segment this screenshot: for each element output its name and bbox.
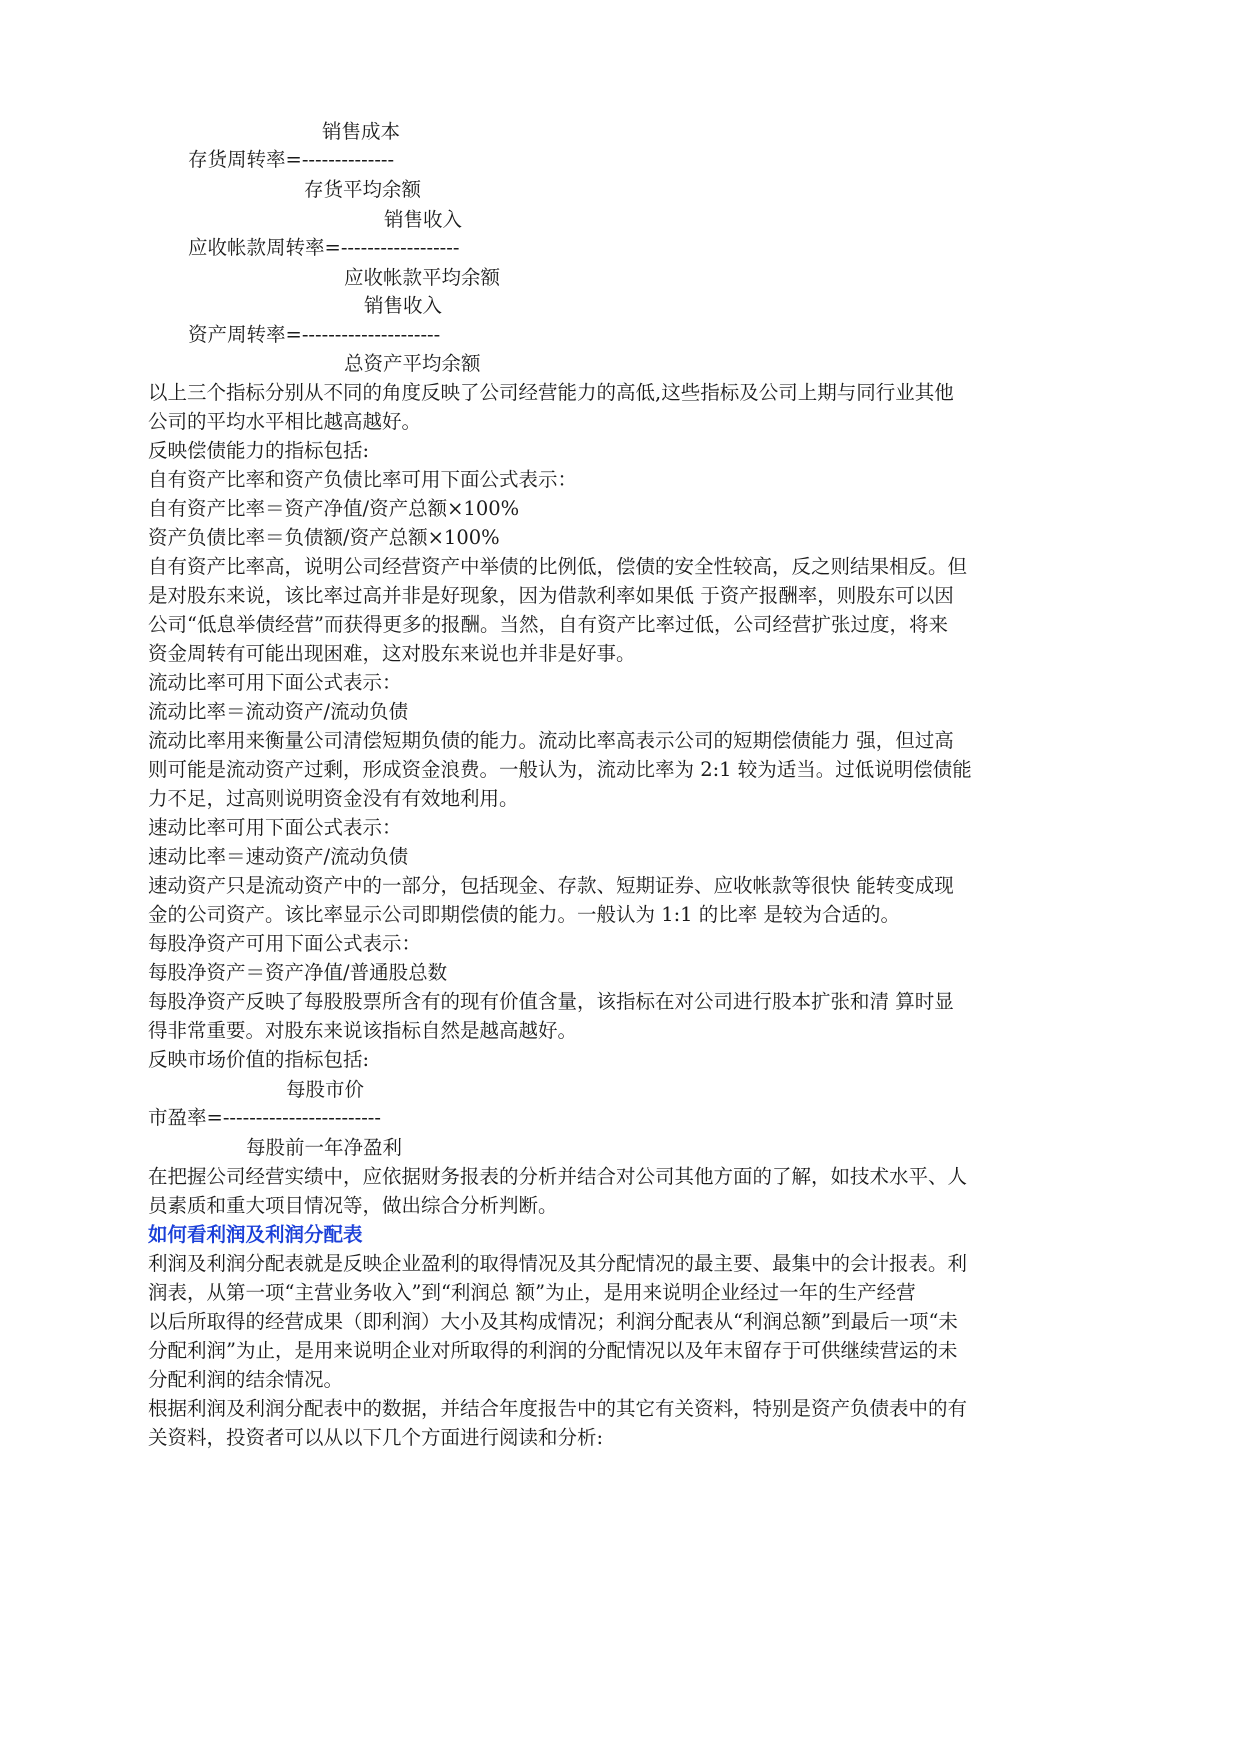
formula-line: 速动比率＝速动资产/流动负债: [148, 845, 409, 868]
pe-formula-numerator: 每股市价: [286, 1078, 365, 1101]
inventory-formula-denominator: 存货平均余额: [304, 178, 422, 201]
paragraph-line: 资金周转有可能出现困难，这对股东来说也并非是好事。: [148, 642, 636, 665]
paragraph-line: 金的公司资产。该比率显示公司即期偿债的能力。一般认为 1:1 的比率 是较为合适的。: [148, 903, 900, 926]
paragraph-line: 分配利润”为止，是用来说明企业对所取得的利润的分配情况以及年末留存于可供继续营运的未: [148, 1339, 958, 1362]
paragraph-line: 得非常重要。对股东来说该指标自然是越高越好。: [148, 1019, 578, 1042]
paragraph-line: 反映偿债能力的指标包括:: [148, 439, 370, 462]
pe-formula-denominator: 每股前一年净盈利: [246, 1136, 403, 1159]
receivables-turnover-formula: 应收帐款周转率=------------------: [188, 236, 460, 259]
paragraph-line: 则可能是流动资产过剩，形成资金浪费。一般认为，流动比率为 2:1 较为适当。过低说明偿债能: [148, 758, 972, 781]
paragraph-line: 根据利润及利润分配表中的数据，并结合年度报告中的其它有关资料，特别是资产负债表中的有: [148, 1397, 968, 1420]
paragraph-line: 每股净资产反映了每股股票所含有的现有价值含量，该指标在对公司进行股本扩张和清 算时显: [148, 990, 954, 1013]
asset-formula-denominator: 总资产平均余额: [344, 352, 481, 375]
paragraph-line: 公司的平均水平相比越高越好。: [148, 410, 422, 433]
formula-line: 每股净资产＝资产净值/普通股总数: [148, 961, 448, 984]
pe-ratio-formula: 市盈率=------------------------: [148, 1106, 381, 1129]
asset-turnover-formula: 资产周转率=---------------------: [188, 323, 441, 346]
inventory-formula-numerator: 销售成本: [322, 120, 401, 143]
paragraph-line: 力不足，过高则说明资金没有有效地利用。: [148, 787, 519, 810]
section-heading: 如何看利润及利润分配表: [148, 1223, 363, 1246]
paragraph-line: 每股净资产可用下面公式表示：: [148, 932, 422, 955]
paragraph-line: 流动比率用来衡量公司清偿短期负债的能力。流动比率高表示公司的短期偿债能力 强，但过高: [148, 729, 954, 752]
paragraph-line: 自有资产比率高，说明公司经营资产中举债的比例低，偿债的安全性较高，反之则结果相反。但: [148, 555, 968, 578]
formula-line: 自有资产比率＝资产净值/资产总额×100%: [148, 497, 520, 520]
paragraph-line: 利润及利润分配表就是反映企业盈利的取得情况及其分配情况的最主要、最集中的会计报表。利: [148, 1252, 968, 1275]
receivables-formula-numerator: 销售收入: [384, 208, 463, 231]
asset-formula-numerator: 销售收入: [364, 294, 443, 317]
formula-line: 资产负债比率＝负债额/资产总额×100%: [148, 526, 500, 549]
paragraph-line: 是对股东来说，该比率过高并非是好现象，因为借款利率如果低 于资产报酬率，则股东可以因: [148, 584, 954, 607]
paragraph-line: 分配利润的结余情况。: [148, 1368, 344, 1391]
paragraph-line: 速动比率可用下面公式表示：: [148, 816, 402, 839]
paragraph-line: 在把握公司经营实绩中，应依据财务报表的分析并结合对公司其他方面的了解，如技术水平、人: [148, 1165, 968, 1188]
paragraph-line: 员素质和重大项目情况等，做出综合分析判断。: [148, 1194, 558, 1217]
paragraph-line: 流动比率可用下面公式表示：: [148, 671, 402, 694]
paragraph-line: 关资料，投资者可以从以下几个方面进行阅读和分析:: [148, 1426, 604, 1449]
paragraph-line: 自有资产比率和资产负债比率可用下面公式表示：: [148, 468, 578, 491]
paragraph-line: 以后所取得的经营成果（即利润）大小及其构成情况；利润分配表从“利润总额”到最后一项“未: [148, 1310, 958, 1333]
paragraph-line: 公司“低息举债经营”而获得更多的报酬。当然，自有资产比率过低，公司经营扩张过度，将来: [148, 613, 948, 636]
paragraph-line: 润表，从第一项“主营业务收入”到“利润总 额”为止，是用来说明企业经过一年的生产经营: [148, 1281, 916, 1304]
paragraph-line: 以上三个指标分别从不同的角度反映了公司经营能力的高低,这些指标及公司上期与同行业其他: [148, 381, 954, 404]
receivables-formula-denominator: 应收帐款平均余额: [344, 266, 501, 289]
formula-line: 流动比率＝流动资产/流动负债: [148, 700, 409, 723]
paragraph-line: 反映市场价值的指标包括:: [148, 1048, 370, 1071]
inventory-turnover-formula: 存货周转率=--------------: [188, 148, 395, 171]
paragraph-line: 速动资产只是流动资产中的一部分，包括现金、存款、短期证券、应收帐款等很快 能转变成现: [148, 874, 954, 897]
